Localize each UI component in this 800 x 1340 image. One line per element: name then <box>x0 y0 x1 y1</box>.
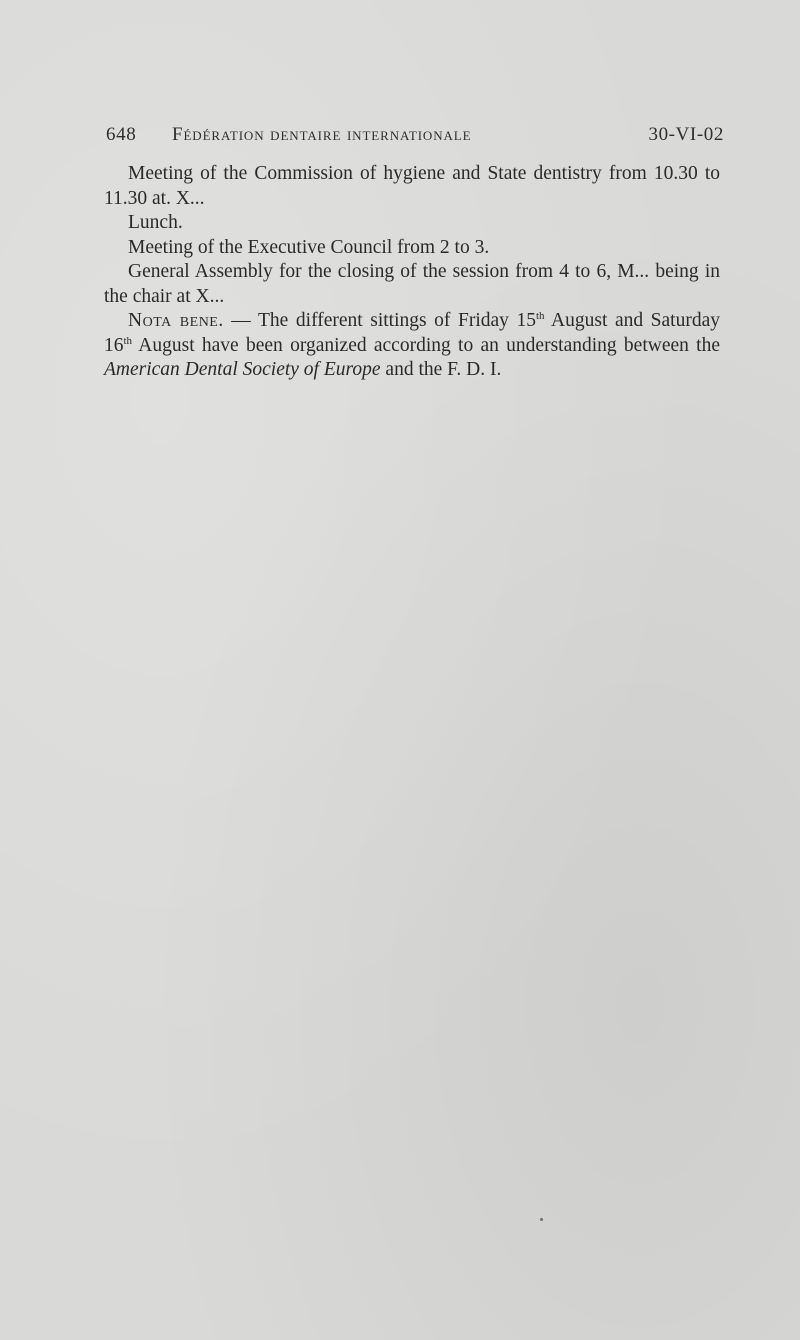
nota-bene-label: Nota bene. <box>128 310 224 331</box>
superscript-th-2: th <box>123 334 133 347</box>
paragraph-commission-meeting: Meeting of the Commission of hygiene and State dentistry from 10.30 to 11.30 at. X... <box>104 163 720 209</box>
page-header <box>106 124 724 150</box>
paragraph-lunch: Lunch. <box>128 212 183 233</box>
paragraph-general-assembly: General Assembly for the closing of the session from 4 to 6, M... being in the chair at X... <box>104 261 720 307</box>
nota-bene-text-3: August have been organized according to an understanding between the <box>132 334 720 356</box>
society-name: American Dental Society of Europe <box>104 359 381 380</box>
superscript-th-1: th <box>535 310 545 322</box>
page-number: 648 <box>106 124 137 145</box>
nota-bene-text-1: — The different sittings of Friday 15 <box>223 310 536 331</box>
paragraph-executive-council: Meeting of the Executive Council from 2 to 3. <box>128 236 490 258</box>
running-title: Fédération dentaire internationale <box>172 124 472 145</box>
header-date: 30-VI-02 <box>648 124 724 145</box>
paper-speck <box>540 1218 543 1221</box>
body-text <box>104 162 720 383</box>
nota-bene-text-2: August and Saturday 16 <box>104 310 720 356</box>
nota-bene-text-4: and the F. D. I. <box>380 359 502 380</box>
paragraph-nota-bene <box>104 309 720 383</box>
